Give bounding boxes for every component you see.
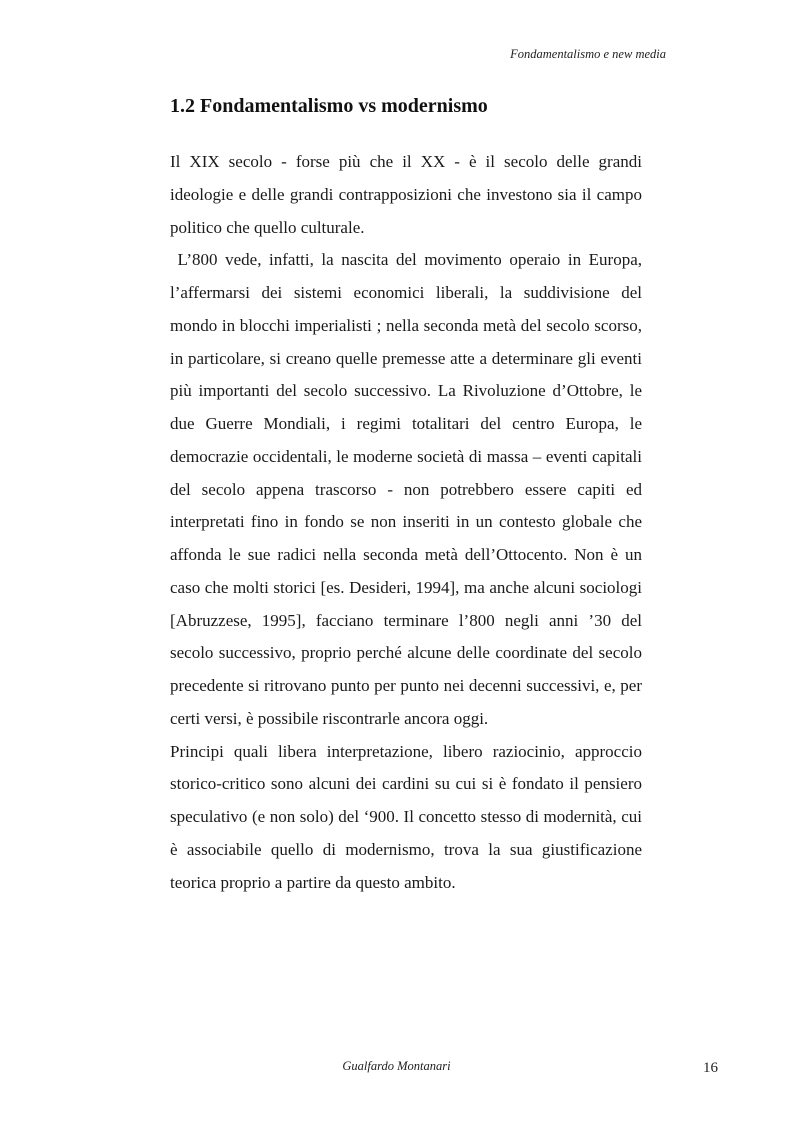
paragraph: Principi quali libera interpretazione, libero raziocinio, approccio storico-critico sono alcuni dei cardini su cui si è fondato il pensiero speculativo (e non solo) del ‘900. Il concetto stesso di modernità, cui è associabile quello di modernismo, trova la sua giustificazione teorica proprio a partire da questo ambito. [170, 741, 642, 892]
body-text [170, 146, 642, 899]
footer-author: Gualfardo Montanari [342, 1059, 451, 1073]
section-title: 1.2 Fondamentalismo vs modernismo [170, 95, 488, 117]
paragraph: L’800 vede, infatti, la nascita del movimento operaio in Europa, l’affermarsi dei sistemi economici liberali, la suddivisione del mondo in blocchi imperialisti ; nella seconda metà del secolo scorso, in particolare, si creano quelle premesse atte a determinare gli eventi più importanti del secolo successivo. La Rivoluzione d’Ottobre, le due Guerre Mondiali, i regimi totalitari del centro Europa, le democrazie occidentali, le moderne società di massa – eventi capitali del secolo appena trascorso - non potrebbero essere capiti ed interpretati fino in fondo se non inseriti in un contesto globale che affonda le sue radici nella seconda metà dell’Ottocento. Non è un caso che molti storici [es. Desideri, 1994], ma anche alcuni sociologi [Abruzzese, 1995], facciano terminare l’800 negli anni ’30 del secolo successivo, proprio perché alcune delle coordinate del secolo precedente si ritrovano punto per punto nei decenni successivi, e, per certi versi, è possibile riscontrarle ancora oggi. [170, 250, 642, 728]
paragraph: Il XIX secolo - forse più che il XX - è il secolo delle grandi ideologie e delle grandi contrapposizioni che investono sia il campo politico che quello culturale. [170, 152, 642, 237]
page-number: 16 [703, 1060, 718, 1076]
running-header: Fondamentalismo e new media [510, 47, 666, 61]
